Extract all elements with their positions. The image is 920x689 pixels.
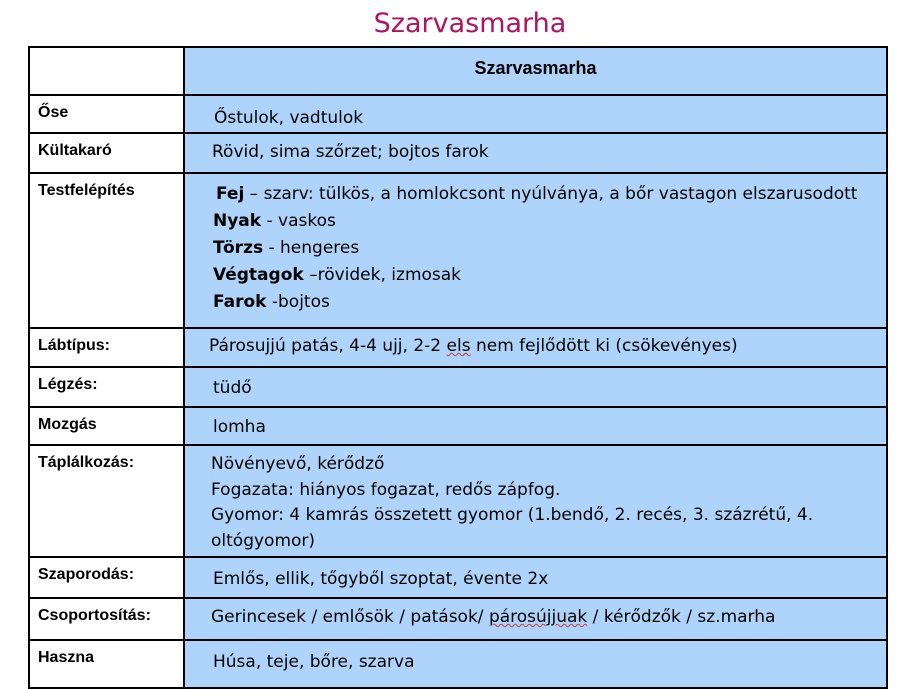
value-taplalkozas xyxy=(184,445,887,557)
feeding-line: oltógyomor) xyxy=(211,530,316,551)
info-table xyxy=(28,46,888,689)
row-haszna xyxy=(29,640,887,688)
value-testfelepites xyxy=(184,173,887,328)
label-szaporodas: Szaporodás: xyxy=(29,557,184,598)
body-part-desc: -bojtos xyxy=(266,292,330,312)
body-part-name: Végtagok xyxy=(213,265,304,285)
value-ose-text: Őstulok, vadtulok xyxy=(214,108,364,128)
value-kultakaro-text: Rövid, sima szőrzet; bojtos farok xyxy=(212,142,489,162)
body-part-torzs xyxy=(213,235,886,262)
body-part-desc: –rövidek, izmosak xyxy=(303,265,462,285)
value-szaporodas xyxy=(184,557,887,598)
value-labtipus xyxy=(184,328,887,367)
feeding-line: Fogazata: hiányos fogazat, redős zápfog. xyxy=(211,479,561,500)
value-haszna xyxy=(184,640,887,688)
label-labtipus: Lábtípus: xyxy=(29,328,184,367)
body-part-fej xyxy=(213,181,886,208)
label-csoportositas: Csoportosítás: xyxy=(29,598,184,640)
csoportositas-post: / kérődzők / sz.marha xyxy=(587,607,776,627)
value-csoportositas xyxy=(184,598,887,640)
row-szaporodas xyxy=(29,557,887,598)
value-mozgas xyxy=(184,407,887,445)
label-legzes: Légzés: xyxy=(29,367,184,407)
body-part-nyak xyxy=(213,208,886,235)
row-testfelepites xyxy=(29,173,887,328)
labtipus-spellcheck-word: els xyxy=(446,336,471,356)
body-part-name: Törzs xyxy=(213,238,264,258)
row-labtipus xyxy=(29,328,887,367)
label-kultakaro: Kültakaró xyxy=(29,133,184,173)
value-csoportositas-text xyxy=(185,599,886,630)
value-labtipus-text xyxy=(185,329,886,359)
labtipus-post: nem fejlődött ki (csökevényes) xyxy=(470,336,738,356)
row-kultakaro xyxy=(29,133,887,173)
label-ose: Őse xyxy=(29,95,184,133)
feeding-lines xyxy=(185,446,886,554)
row-taplalkozas xyxy=(29,445,887,557)
label-haszna: Haszna xyxy=(29,640,184,688)
value-legzes-text: tüdő xyxy=(213,378,252,398)
header-row xyxy=(29,47,887,95)
body-part-farok xyxy=(213,289,886,316)
page-title: Szarvasmarha xyxy=(373,8,567,39)
body-part-desc: - hengeres xyxy=(263,238,360,258)
csoportositas-spellcheck-word: párosújjuak xyxy=(488,607,588,627)
body-part-desc: - vaskos xyxy=(261,211,336,231)
value-legzes xyxy=(184,367,887,407)
labtipus-pre: Párosujjú patás, 4-4 ujj, 2-2 xyxy=(209,336,447,356)
value-szaporodas-text: Emlős, ellik, tőgyből szoptat, évente 2x xyxy=(213,569,549,589)
row-csoportositas xyxy=(29,598,887,640)
body-part-desc: – szarv: tülkös, a homlokcsont nyúlványa, a bőr vastagon elszarusodott xyxy=(244,184,858,204)
body-parts-list xyxy=(185,174,886,316)
label-taplalkozas: Táplálkozás: xyxy=(29,445,184,557)
body-part-name: Fej xyxy=(216,184,245,204)
body-part-name: Farok xyxy=(213,292,267,312)
row-legzes xyxy=(29,367,887,407)
header-empty-cell xyxy=(29,47,184,95)
body-part-name: Nyak xyxy=(213,211,262,231)
row-ose xyxy=(29,95,887,133)
value-ose xyxy=(184,95,887,133)
label-testfelepites: Testfelépítés xyxy=(29,173,184,328)
body-part-vegtagok xyxy=(213,262,886,289)
value-kultakaro xyxy=(184,133,887,173)
csoportositas-pre: Gerincesek / emlősök / patások/ xyxy=(211,607,489,627)
feeding-line: Növényevő, kérődző xyxy=(211,454,385,474)
value-mozgas-text: lomha xyxy=(213,417,266,437)
row-mozgas xyxy=(29,407,887,445)
value-haszna-text: Húsa, teje, bőre, szarva xyxy=(213,652,415,672)
header-cell: Szarvasmarha xyxy=(184,47,887,95)
label-mozgas: Mozgás xyxy=(29,407,184,445)
feeding-line: Gyomor: 4 kamrás összetett gyomor (1.bendő, 2. recés, 3. százrétű, 4. xyxy=(211,505,814,525)
